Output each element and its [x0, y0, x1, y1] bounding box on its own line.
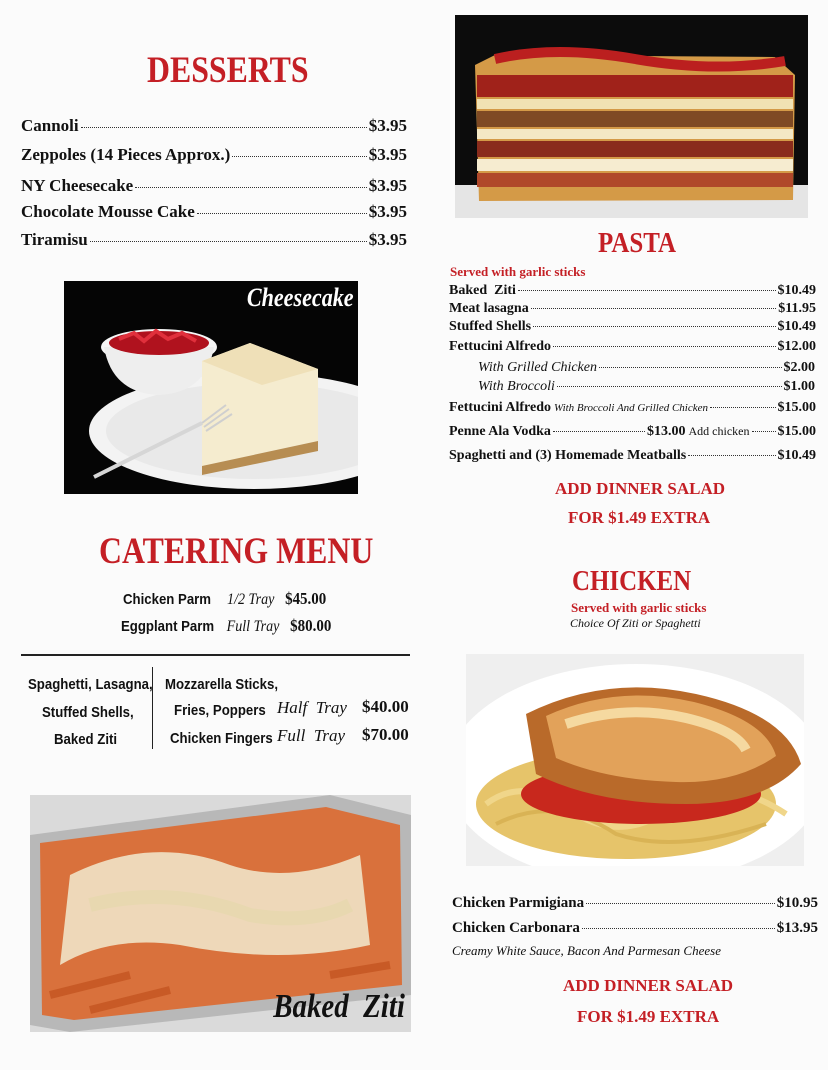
- pasta-item: [449, 301, 816, 317]
- pasta-name: Fettucini Alfredo: [449, 339, 552, 354]
- catering-divider: [21, 654, 410, 656]
- chicken-name: Chicken Carbonara: [452, 920, 580, 936]
- catering-price: $45.00: [285, 589, 327, 608]
- lasagna-illustration: [455, 15, 808, 218]
- chicken-item: [452, 920, 818, 937]
- baked-ziti-photo: [30, 795, 411, 1032]
- lasagna-photo: [455, 15, 808, 218]
- pasta-item: [449, 424, 816, 440]
- pasta-price: $15.00: [777, 400, 816, 415]
- dessert-item: [21, 202, 407, 222]
- catering-row: [123, 589, 326, 609]
- pasta-item: [449, 448, 816, 464]
- chicken-item: [452, 895, 818, 912]
- pasta-addon-name: With Grilled Chicken: [478, 360, 597, 375]
- dessert-price: $3.95: [368, 230, 407, 249]
- pasta-extra-price: $15.00: [777, 424, 816, 439]
- pasta-name: Baked Ziti: [449, 283, 516, 298]
- cheesecake-photo-label: Cheesecake: [247, 283, 354, 312]
- chicken-parm-illustration: [466, 654, 804, 866]
- baked-ziti-photo-label: Baked Ziti: [273, 988, 405, 1025]
- catering-half-tray: Half Tray: [277, 698, 347, 717]
- chicken-salad-line2: FOR $1.49 EXTRA: [577, 1007, 720, 1026]
- pasta-name: Stuffed Shells: [449, 319, 532, 334]
- catering-full-tray: Full Tray: [277, 726, 346, 745]
- catering-price: $80.00: [290, 616, 332, 635]
- catering-item: Chicken Parm: [123, 591, 212, 608]
- chicken-heading: CHICKEN: [572, 565, 692, 597]
- pasta-heading: PASTA: [598, 227, 677, 259]
- cheesecake-photo: [64, 281, 358, 494]
- pasta-salad-line1: ADD DINNER SALAD: [555, 479, 726, 498]
- dessert-item: [21, 116, 407, 136]
- pasta-price: $13.00: [647, 424, 686, 439]
- catering-heading: CATERING MENU: [99, 531, 374, 572]
- pasta-salad-line2: FOR $1.49 EXTRA: [568, 508, 711, 527]
- pasta-addon-price: $1.00: [783, 379, 815, 394]
- pasta-addon-name: With Broccoli: [478, 379, 555, 394]
- dessert-name: Cannoli: [21, 116, 79, 135]
- dessert-item: [21, 230, 407, 250]
- catering-right-line: Chicken Fingers: [170, 730, 273, 747]
- chicken-price: $13.95: [776, 920, 818, 936]
- pasta-item: [449, 283, 816, 299]
- pasta-price: $10.49: [777, 448, 816, 463]
- pasta-addon-price: $2.00: [783, 360, 815, 375]
- chicken-choice: Choice Of Ziti or Spaghetti: [570, 616, 701, 630]
- pasta-addon: [478, 379, 815, 395]
- catering-item: Eggplant Parm: [121, 618, 215, 635]
- dessert-item: [21, 145, 407, 165]
- dessert-price: $3.95: [368, 202, 407, 221]
- catering-right-line: Mozzarella Sticks,: [165, 676, 278, 693]
- pasta-addon: [478, 360, 815, 376]
- catering-left-line: Baked Ziti: [54, 731, 118, 748]
- dessert-price: $3.95: [368, 176, 407, 195]
- pasta-item: [449, 339, 816, 355]
- pasta-name: Meat lasagna: [449, 301, 529, 316]
- catering-right-line: Fries, Poppers: [174, 702, 266, 719]
- catering-size: Full Tray: [226, 618, 280, 635]
- pasta-price: $11.95: [778, 301, 816, 316]
- chicken-subtitle: Served with garlic sticks: [571, 600, 707, 615]
- catering-left-line: Stuffed Shells,: [42, 704, 134, 721]
- dessert-name: NY Cheesecake: [21, 176, 134, 195]
- dessert-item: [21, 176, 407, 196]
- dessert-price: $3.95: [368, 116, 407, 135]
- chicken-name: Chicken Parmigiana: [452, 895, 585, 911]
- pasta-price: $12.00: [777, 339, 816, 354]
- pasta-subtitle: Served with garlic sticks: [450, 264, 586, 279]
- pasta-item: [449, 400, 816, 416]
- pasta-name: Spaghetti and (3) Homemade Meatballs: [449, 448, 687, 463]
- dessert-name: Zeppoles (14 Pieces Approx.): [21, 145, 231, 164]
- chicken-carbonara-note: Creamy White Sauce, Bacon And Parmesan Cheese: [452, 943, 721, 958]
- dessert-name: Tiramisu: [21, 230, 88, 249]
- dessert-price: $3.95: [368, 145, 407, 164]
- desserts-heading: DESSERTS: [147, 50, 309, 91]
- pasta-price: $10.49: [777, 319, 816, 334]
- pasta-name: Penne Ala Vodka: [449, 424, 551, 439]
- pasta-name-detail: With Broccoli And Grilled Chicken: [554, 402, 708, 414]
- chicken-price: $10.95: [776, 895, 818, 911]
- pasta-price: $10.49: [777, 283, 816, 298]
- catering-left-line: Spaghetti, Lasagna,: [28, 676, 153, 693]
- catering-size: 1/2 Tray: [227, 591, 275, 608]
- catering-full-price: $70.00: [362, 725, 409, 744]
- pasta-item: [449, 319, 816, 335]
- catering-half-price: $40.00: [362, 697, 409, 716]
- catering-row: [121, 616, 331, 636]
- pasta-extra-label: Add chicken: [688, 424, 750, 438]
- chicken-parm-photo: [466, 654, 804, 866]
- dessert-name: Chocolate Mousse Cake: [21, 202, 195, 221]
- chicken-salad-line1: ADD DINNER SALAD: [563, 976, 734, 995]
- pasta-name: Fettucini Alfredo: [449, 400, 552, 415]
